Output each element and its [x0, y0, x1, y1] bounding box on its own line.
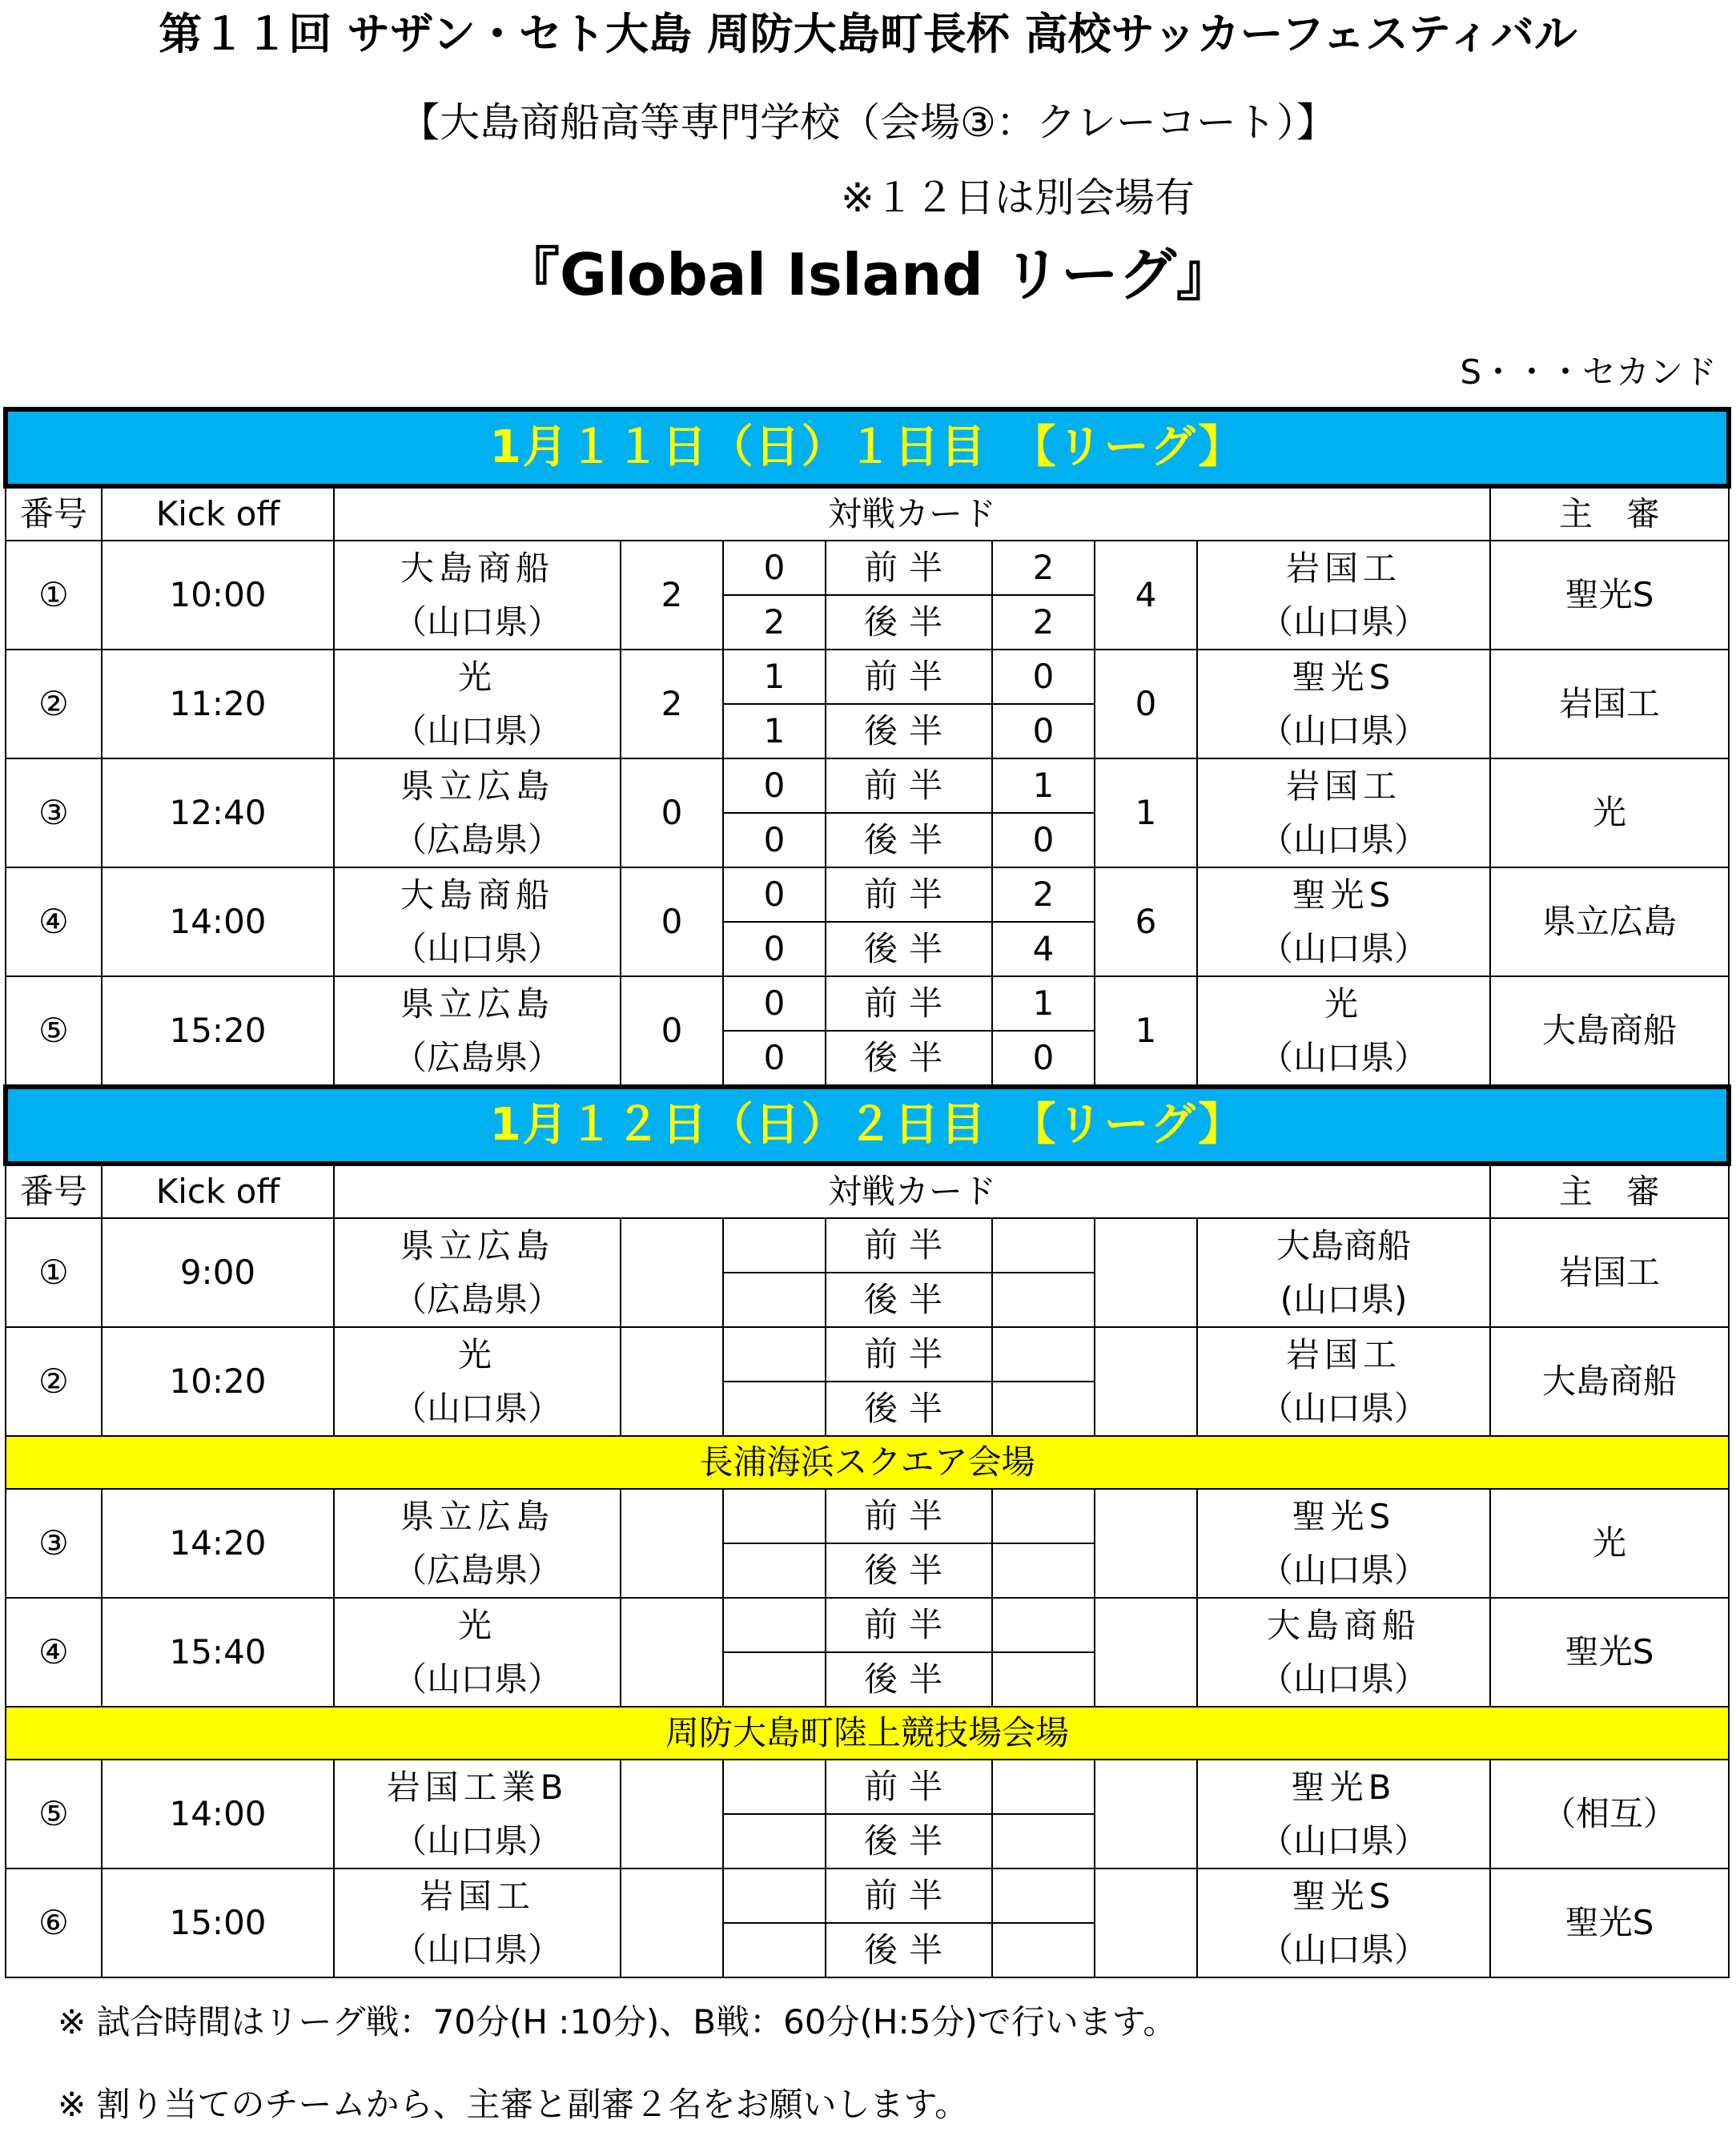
first-half-label: 前半	[826, 758, 992, 813]
day2-match-5	[6, 1760, 1729, 1814]
home-total: 2	[621, 650, 723, 758]
second-half-home	[723, 1814, 826, 1868]
match-no: ①	[6, 541, 102, 650]
kickoff-time: 14:20	[102, 1489, 334, 1598]
match-no: ⑤	[6, 976, 102, 1087]
first-half-home	[723, 1868, 826, 1923]
first-half-home	[723, 1327, 826, 1382]
match-no: ⑤	[6, 1760, 102, 1868]
first-half-label: 前半	[826, 1218, 992, 1273]
home-team: 大島商船	[334, 541, 621, 595]
second-half-away: 0	[992, 813, 1095, 867]
first-half-home: 0	[723, 867, 826, 922]
home-total: 2	[621, 541, 723, 650]
col-kickoff-header: Kick off	[102, 486, 334, 541]
away-team: 岩国工	[1197, 758, 1490, 813]
away-team: 大島商船	[1197, 1218, 1490, 1273]
away-prefecture: （山口県）	[1197, 595, 1490, 650]
first-half-home	[723, 1218, 826, 1273]
kickoff-time: 15:00	[102, 1868, 334, 1977]
second-half-away	[992, 1543, 1095, 1598]
first-half-label: 前半	[826, 976, 992, 1031]
referee: 聖光S	[1490, 541, 1729, 650]
venue-note: ※１２日は別会場有	[841, 175, 1195, 221]
second-half-home: 0	[723, 813, 826, 867]
away-total	[1095, 1218, 1197, 1327]
second-half-label: 後半	[826, 1652, 992, 1707]
second-half-label: 後半	[826, 922, 992, 976]
second-half-away: 2	[992, 595, 1095, 650]
first-half-home: 0	[723, 541, 826, 595]
first-half-label: 前半	[826, 1760, 992, 1814]
day2-title: 1月１２日（日）２日目 【リーグ】	[6, 1087, 1729, 1164]
kickoff-time: 14:00	[102, 1760, 334, 1868]
referee: 岩国工	[1490, 650, 1729, 758]
first-half-away	[992, 1218, 1095, 1273]
referee: 光	[1490, 1489, 1729, 1598]
col-no-header: 番号	[6, 1164, 102, 1218]
away-team: 聖光S	[1197, 1489, 1490, 1543]
home-prefecture: （山口県）	[334, 595, 621, 650]
away-team: 光	[1197, 976, 1490, 1031]
league-title: 『Global Island リーグ』	[502, 241, 1234, 308]
second-half-away	[992, 1382, 1095, 1436]
first-half-away	[992, 1760, 1095, 1814]
second-half-away: 0	[992, 1031, 1095, 1087]
home-prefecture: （山口県）	[334, 704, 621, 758]
away-prefecture: （山口県）	[1197, 813, 1490, 867]
home-team: 岩国工業B	[334, 1760, 621, 1814]
second-half-away	[992, 1273, 1095, 1327]
away-total: 0	[1095, 650, 1197, 758]
first-half-away	[992, 1598, 1095, 1652]
home-prefecture: （広島県）	[334, 813, 621, 867]
day1-match-2	[6, 650, 1729, 704]
first-half-label: 前半	[826, 867, 992, 922]
kickoff-time: 15:40	[102, 1598, 334, 1707]
referee: 聖光S	[1490, 1868, 1729, 1977]
away-total	[1095, 1868, 1197, 1977]
second-half-label: 後半	[826, 1814, 992, 1868]
home-team: 光	[334, 1598, 621, 1652]
referee: 聖光S	[1490, 1598, 1729, 1707]
second-half-home: 0	[723, 1031, 826, 1087]
second-half-label: 後半	[826, 1923, 992, 1977]
home-prefecture: （広島県）	[334, 1543, 621, 1598]
away-prefecture: （山口県）	[1197, 1923, 1490, 1977]
match-no: ④	[6, 867, 102, 976]
first-half-away: 1	[992, 976, 1095, 1031]
first-half-home	[723, 1598, 826, 1652]
col-kickoff-header: Kick off	[102, 1164, 334, 1218]
day1-match-1	[6, 541, 1729, 595]
kickoff-time: 10:00	[102, 541, 334, 650]
second-half-home	[723, 1273, 826, 1327]
venue-row-stadium	[6, 1707, 1729, 1760]
first-half-home: 0	[723, 976, 826, 1031]
away-prefecture: （山口県）	[1197, 1814, 1490, 1868]
home-total	[621, 1218, 723, 1327]
day2-match-6	[6, 1868, 1729, 1923]
schedule-table	[3, 407, 1731, 1978]
kickoff-time: 10:20	[102, 1327, 334, 1436]
away-team: 聖光S	[1197, 867, 1490, 922]
venue-nagaura: 長浦海浜スクエア会場	[6, 1436, 1729, 1489]
away-team: 聖光B	[1197, 1760, 1490, 1814]
kickoff-time: 11:20	[102, 650, 334, 758]
page-title: 第１１回 サザン・セト大島 周防大島町長杯 高校サッカーフェスティバル	[159, 9, 1577, 59]
away-total: 4	[1095, 541, 1197, 650]
away-prefecture: (山口県)	[1197, 1273, 1490, 1327]
day2-match-3	[6, 1489, 1729, 1543]
home-prefecture: （山口県）	[334, 1923, 621, 1977]
home-team: 大島商船	[334, 867, 621, 922]
second-half-away: 4	[992, 922, 1095, 976]
away-prefecture: （山口県）	[1197, 1652, 1490, 1707]
col-card-header: 対戦カード	[334, 1164, 1490, 1218]
first-half-label: 前半	[826, 1327, 992, 1382]
first-half-away: 2	[992, 867, 1095, 922]
first-half-away	[992, 1868, 1095, 1923]
home-team: 県立広島	[334, 976, 621, 1031]
day1-match-4	[6, 867, 1729, 922]
second-half-home	[723, 1652, 826, 1707]
away-total: 1	[1095, 976, 1197, 1087]
home-total: 0	[621, 867, 723, 976]
second-half-label: 後半	[826, 1382, 992, 1436]
day1-header-row	[6, 486, 1729, 541]
away-total: 6	[1095, 867, 1197, 976]
day1-banner	[6, 409, 1729, 486]
venue-stadium: 周防大島町陸上競技場会場	[6, 1707, 1729, 1760]
second-half-label: 後半	[826, 704, 992, 758]
home-total	[621, 1489, 723, 1598]
home-total: 0	[621, 758, 723, 867]
home-prefecture: （山口県）	[334, 922, 621, 976]
second-half-away	[992, 1652, 1095, 1707]
first-half-home	[723, 1489, 826, 1543]
second-half-label: 後半	[826, 1273, 992, 1327]
first-half-home	[723, 1760, 826, 1814]
first-half-away: 0	[992, 650, 1095, 704]
venue-subtitle: 【大島商船高等専門学校（会場③：クレーコート）】	[400, 99, 1336, 146]
abbreviation-note: S・・・セカンド	[1460, 352, 1717, 392]
first-half-label: 前半	[826, 1868, 992, 1923]
away-total	[1095, 1489, 1197, 1598]
first-half-away	[992, 1489, 1095, 1543]
home-prefecture: （山口県）	[334, 1382, 621, 1436]
home-total	[621, 1868, 723, 1977]
home-total	[621, 1598, 723, 1707]
away-total	[1095, 1327, 1197, 1436]
day1-match-5	[6, 976, 1729, 1031]
away-prefecture: （山口県）	[1197, 1543, 1490, 1598]
match-no: ②	[6, 1327, 102, 1436]
match-no: ①	[6, 1218, 102, 1327]
away-total: 1	[1095, 758, 1197, 867]
col-card-header: 対戦カード	[334, 486, 1490, 541]
day2-match-4	[6, 1598, 1729, 1652]
first-half-label: 前半	[826, 1598, 992, 1652]
day2-banner	[6, 1087, 1729, 1164]
match-no: ②	[6, 650, 102, 758]
footer-note-match-time: ※ 試合時間はリーグ戦：70分(H :10分)、B戦：60分(H:5分)で行います。	[58, 2002, 1177, 2041]
home-team: 県立広島	[334, 1489, 621, 1543]
kickoff-time: 15:20	[102, 976, 334, 1087]
home-prefecture: （広島県）	[334, 1273, 621, 1327]
day2-match-1	[6, 1218, 1729, 1273]
referee: 県立広島	[1490, 867, 1729, 976]
day1-match-3	[6, 758, 1729, 813]
second-half-home: 2	[723, 595, 826, 650]
second-half-label: 後半	[826, 813, 992, 867]
home-team: 光	[334, 650, 621, 704]
away-team: 聖光S	[1197, 1868, 1490, 1923]
col-no-header: 番号	[6, 486, 102, 541]
away-prefecture: （山口県）	[1197, 704, 1490, 758]
second-half-away	[992, 1923, 1095, 1977]
home-total: 0	[621, 976, 723, 1087]
first-half-label: 前半	[826, 541, 992, 595]
day1-title: 1月１１日（日）１日目 【リーグ】	[6, 409, 1729, 486]
match-no: ⑥	[6, 1868, 102, 1977]
second-half-home: 0	[723, 922, 826, 976]
first-half-away: 1	[992, 758, 1095, 813]
second-half-home	[723, 1382, 826, 1436]
away-total	[1095, 1598, 1197, 1707]
second-half-label: 後半	[826, 595, 992, 650]
second-half-home: 1	[723, 704, 826, 758]
away-team: 聖光S	[1197, 650, 1490, 704]
first-half-label: 前半	[826, 1489, 992, 1543]
home-prefecture: （山口県）	[334, 1814, 621, 1868]
second-half-away	[992, 1814, 1095, 1868]
home-team: 県立広島	[334, 758, 621, 813]
venue-row-nagaura	[6, 1436, 1729, 1489]
away-prefecture: （山口県）	[1197, 1382, 1490, 1436]
second-half-label: 後半	[826, 1031, 992, 1087]
away-prefecture: （山口県）	[1197, 1031, 1490, 1087]
second-half-away: 0	[992, 704, 1095, 758]
first-half-away	[992, 1327, 1095, 1382]
referee: 光	[1490, 758, 1729, 867]
kickoff-time: 14:00	[102, 867, 334, 976]
away-team: 岩国工	[1197, 1327, 1490, 1382]
away-team: 大島商船	[1197, 1598, 1490, 1652]
second-half-home	[723, 1543, 826, 1598]
col-referee-header: 主 審	[1490, 486, 1729, 541]
referee: 大島商船	[1490, 1327, 1729, 1436]
away-team: 岩国工	[1197, 541, 1490, 595]
footer-note-referees: ※ 割り当てのチームから、主審と副審２名をお願いします。	[58, 2085, 969, 2124]
home-total	[621, 1760, 723, 1868]
kickoff-time: 12:40	[102, 758, 334, 867]
away-prefecture: （山口県）	[1197, 922, 1490, 976]
col-referee-header: 主 審	[1490, 1164, 1729, 1218]
referee: 岩国工	[1490, 1218, 1729, 1327]
kickoff-time: 9:00	[102, 1218, 334, 1327]
home-prefecture: （広島県）	[334, 1031, 621, 1087]
first-half-label: 前半	[826, 650, 992, 704]
second-half-home	[723, 1923, 826, 1977]
day2-match-2	[6, 1327, 1729, 1382]
away-total	[1095, 1760, 1197, 1868]
day2-header-row	[6, 1164, 1729, 1218]
second-half-label: 後半	[826, 1543, 992, 1598]
home-team: 光	[334, 1327, 621, 1382]
match-no: ④	[6, 1598, 102, 1707]
home-total	[621, 1327, 723, 1436]
first-half-home: 1	[723, 650, 826, 704]
match-no: ③	[6, 1489, 102, 1598]
referee: 大島商船	[1490, 976, 1729, 1087]
home-prefecture: （山口県）	[334, 1652, 621, 1707]
referee: （相互）	[1490, 1760, 1729, 1868]
match-no: ③	[6, 758, 102, 867]
home-team: 県立広島	[334, 1218, 621, 1273]
home-team: 岩国工	[334, 1868, 621, 1923]
first-half-home: 0	[723, 758, 826, 813]
first-half-away: 2	[992, 541, 1095, 595]
